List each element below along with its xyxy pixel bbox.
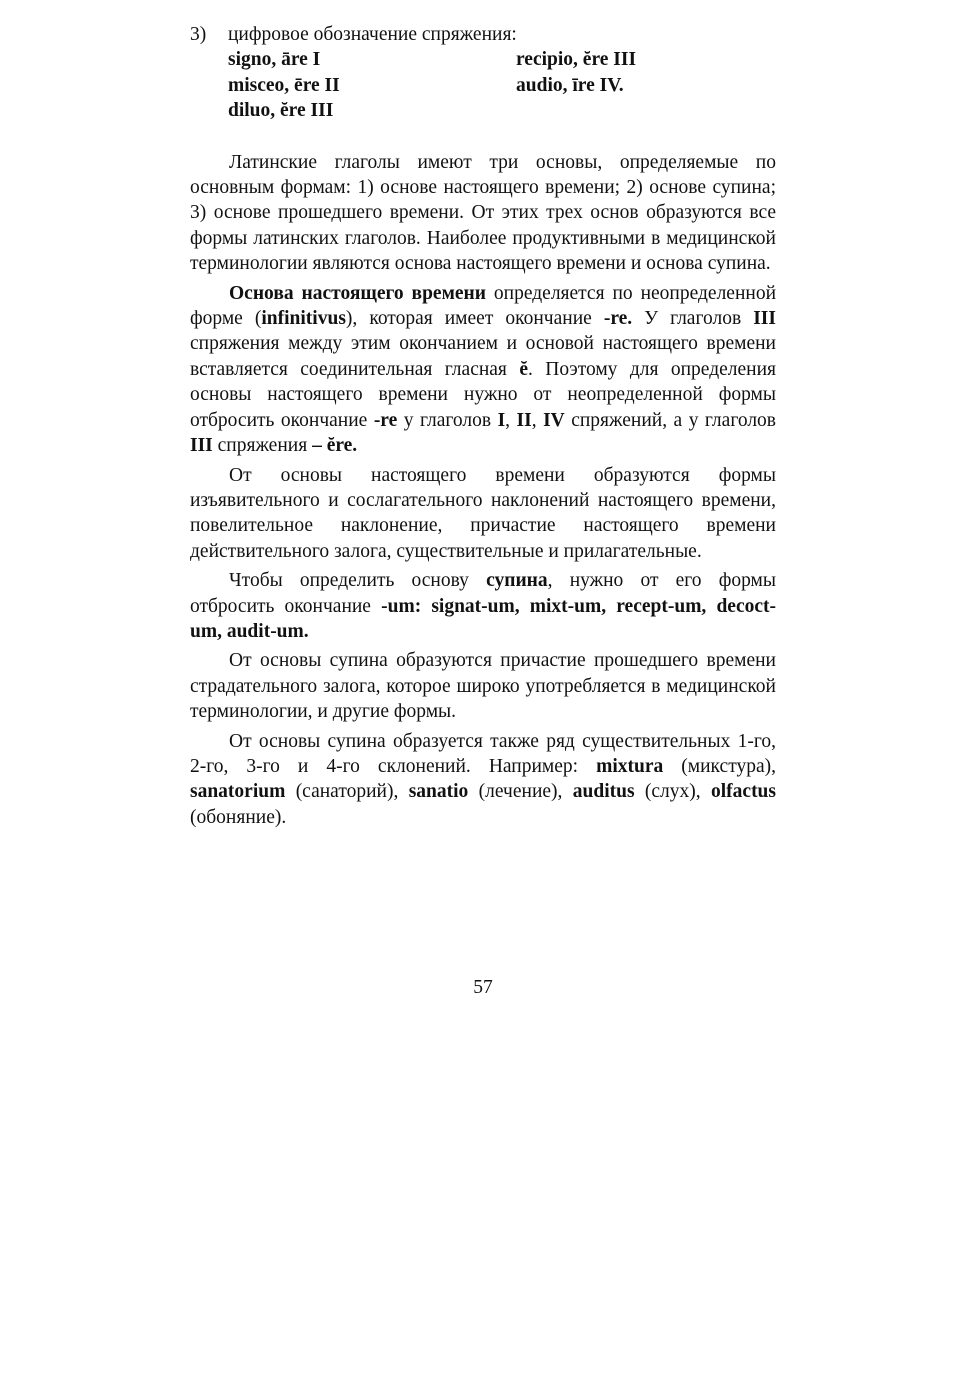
page-number: 57 <box>473 977 493 998</box>
bold-term: III <box>753 308 776 330</box>
bold-term: Основа настоящего времени <box>229 282 486 304</box>
bold-term: infinitivus <box>261 308 346 330</box>
bold-term: – ĕre. <box>312 435 358 457</box>
page-content <box>190 22 776 834</box>
example-verb: signo, āre I <box>228 49 321 71</box>
bold-term: супина <box>486 570 548 592</box>
bold-term: olfactus <box>711 781 776 803</box>
bold-term: -re <box>373 409 398 431</box>
paragraph-verb-stems: Латинские глаголы имеют три основы, определяемые по основным формам: 1) основе настоящего времени; 2) основе супина; 3) основе прошедшего времени. От этих трех основ образуются все формы латинских глаголов. Наиболее продуктивными в медицинской терминологии являются основа настоящего времени и основа супина. <box>190 151 776 275</box>
list-heading <box>190 22 776 47</box>
bold-term: sanatio <box>408 781 469 803</box>
bold-term: II <box>516 409 532 431</box>
paragraph-supine-stem: Чтобы определить основу супина, нужно от его формы отбросить окончание -um: signat-um, mixt-um, recept-um, decoct-um, audit-um. <box>190 570 776 642</box>
paragraph-present-forms: От основы настоящего времени образуются формы изъявительного и сослагательного наклонений настоящего времени, повелительное наклонение, причастие настоящего времени действительного залога, существительные и прилагательные. <box>190 464 776 562</box>
bold-term: auditus <box>572 781 635 803</box>
paragraph-supine-nouns: От основы супина образуется также ряд существительных 1-го, 2-го, 3-го и 4-го склонений. Например: mixtura (микстура), sanatorium (санаторий), sanatio (лечение), auditus (слух), olfactus (обоняние). <box>190 730 776 828</box>
list-number: 3) <box>190 24 207 45</box>
bold-term: -um: signat-um, mixt-um, recept-um, decoct-um, audit-um. <box>190 595 776 642</box>
example-verb: recipio, ĕre III <box>516 49 637 71</box>
example-verb: misceo, ēre II <box>228 74 340 96</box>
bold-term: -re. <box>603 308 633 330</box>
example-verb: audio, īre IV. <box>516 74 624 96</box>
bold-term: mixtura <box>596 755 664 777</box>
bold-term: IV <box>543 409 565 431</box>
paragraph-present-stem: Основа настоящего времени определяется по неопределенной форме (infinitivus), которая имеет окончание -re. У глаголов III спряжения между этим окончанием и основой настоящего времени вставляется соединительная гласная ĕ. Поэтому для определения основы настоящего времени нужно от неопределенной формы отбросить окончание -re у глаголов I, II, IV спряжений, а у глаголов III спряжения – ĕre. <box>190 282 777 457</box>
bold-term: sanatorium <box>190 781 286 803</box>
example-verb: diluo, ĕre III <box>228 100 334 122</box>
conjugation-examples <box>228 47 776 123</box>
list-title: цифровое обозначение спряжения: <box>228 24 517 45</box>
paragraph-supine-forms: От основы супина образуются причастие прошедшего времени страдательного залога, которое широко употребляется в медицинской терминологии, и другие формы. <box>190 650 776 723</box>
bold-term: ĕ <box>519 358 528 380</box>
bold-term: I <box>497 409 506 431</box>
bold-term: III <box>190 435 213 457</box>
